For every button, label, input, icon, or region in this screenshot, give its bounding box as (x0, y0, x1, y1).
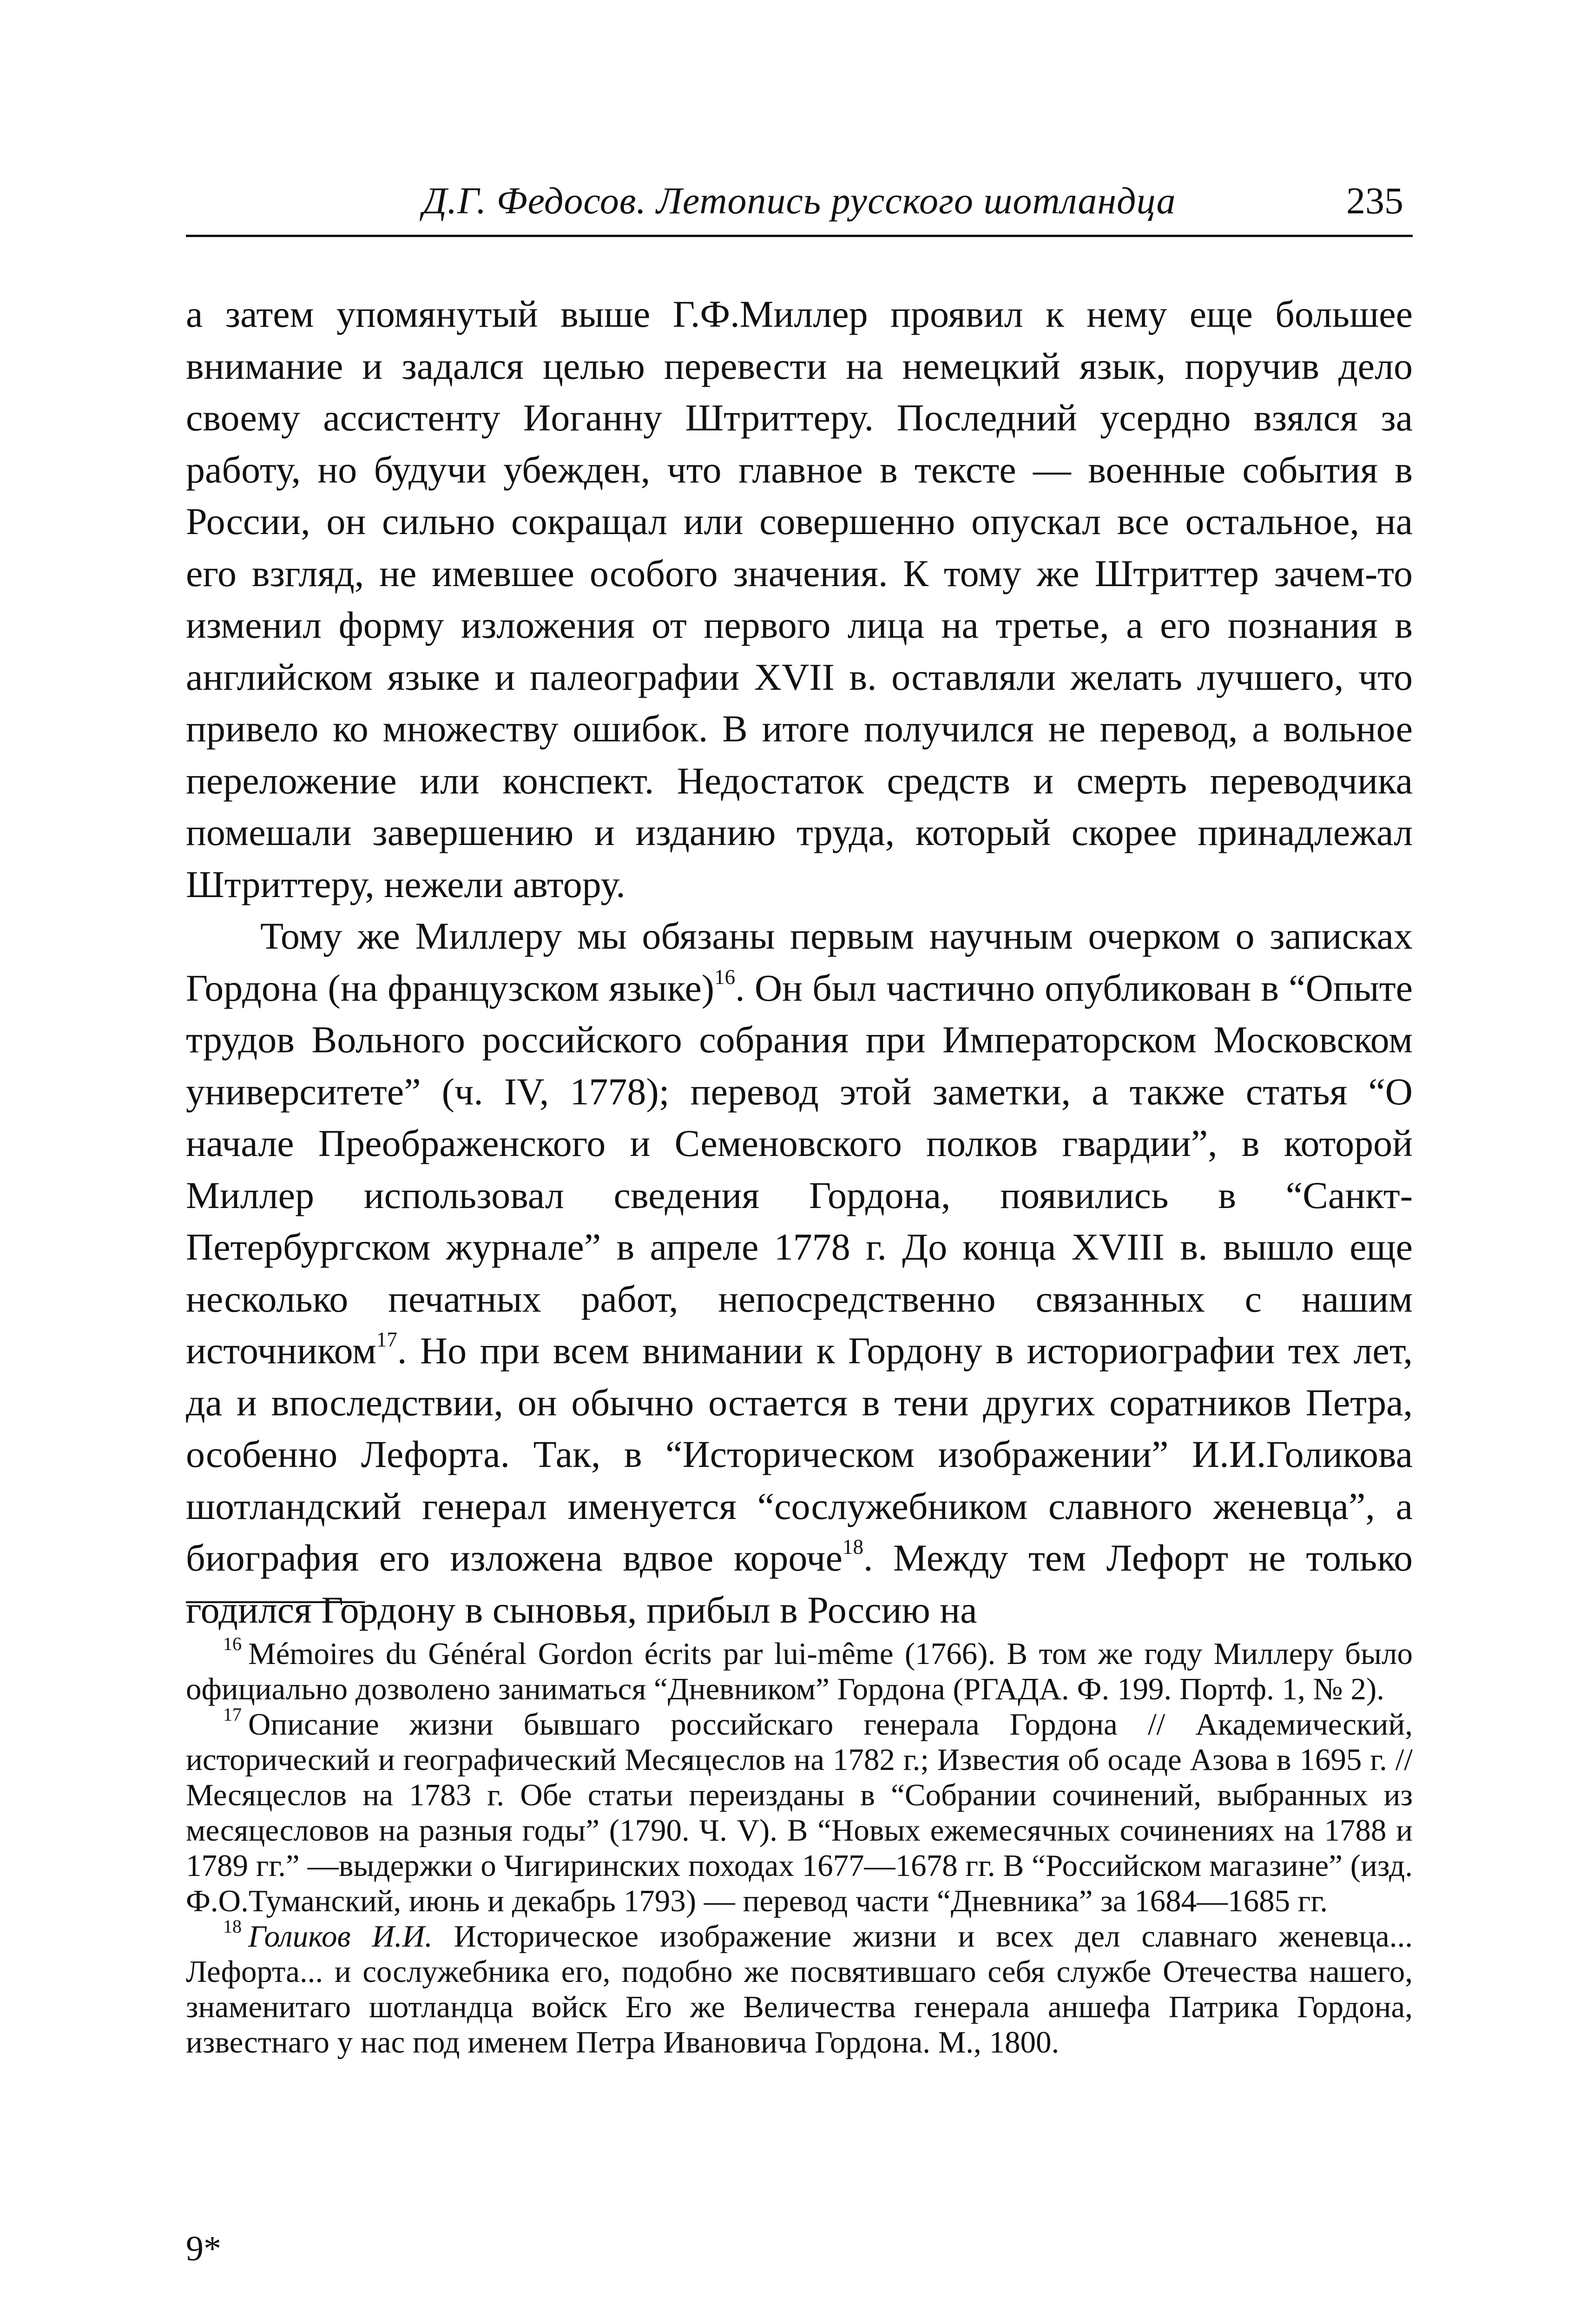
footnote-ref-17[interactable]: 17 (376, 1328, 397, 1351)
footnote-ref-16[interactable]: 16 (714, 965, 736, 989)
footnote-number: 16 (223, 1633, 242, 1654)
paragraph-1: а затем упомянутый выше Г.Ф.Миллер проявил к нему еще большее внимание и задался целью перевести на немецкий язык, поручив дело своему ассистенту Иоганну Штриттеру. Последний усердно взялся за работу, но будучи убежден, что главное в тексте — военные события в России, он сильно сокращал или совершенно опускал все остальное, на его взгляд, не имевшее особого значения. К тому же Штриттер зачем-то изменил форму изложения от первого лица на третье, а его познания в английском языке и палеографии XVII в. оставляли желать лучшего, что привело ко множеству ошибок. В итоге получился не перевод, а вольное переложение или конспект. Недостаток средств и смерть переводчика помешали завершению и изданию труда, который скорее принадлежал Штриттеру, нежели автору. (186, 293, 1413, 905)
paragraph-2-part-4: . Между тем Лефорт не только годился Гордону в сыновья, прибыл в Россию на (186, 1537, 1413, 1631)
page-header (186, 179, 1413, 244)
footnote-17 (186, 1704, 1413, 1919)
paragraph-2-part-1: Тому же Миллеру мы обязаны первым научным очерком о записках Гордона (на французском языке) (186, 915, 1413, 1009)
footnote-text: Историческое изображение жизни и всех дел славнаго женевца... Лефорта... и сослужебника его, подобно же посвятившаго себя службе Отечества нашего, знаменитаго шотландца войск Его же Величества генерала аншефа Патрика Гордона, известнаго у нас под именем Петра Ивановича Гордона. М., 1800. (186, 1919, 1413, 2060)
footnote-text: Mémoires du Général Gordon écrits par lui-même (1766). В том же году Миллеру было официально дозволено заниматься “Дневником” Гордона (РГАДА. Ф. 199. Портф. 1, № 2). (186, 1637, 1413, 1706)
footnote-number: 17 (223, 1704, 242, 1725)
footnote-18 (186, 1916, 1413, 2060)
main-text (186, 288, 1413, 1636)
paragraph-2-part-2: . Он был частично опубликован в “Опыте трудов Вольного российского собрания при Императорском Московском университете” (ч. IV, 1778); перевод этой заметки, а также статья “О начале Преображенского и Семеновского полков гвардии”, в которой Миллер использовал сведения Гордона, появились в “Санкт-Петербургском журнале” в апреле 1778 г. До конца XVIII в. вышло еще несколько печатных работ, непосредственно связанных с нашим источником (186, 966, 1413, 1372)
printer-signature: 9* (186, 2229, 221, 2268)
running-title: Д.Г. Федосов. Летопись русского шотландца (422, 179, 1176, 222)
paragraph-2 (186, 910, 1413, 1636)
page-number: 235 (1346, 179, 1403, 222)
footnote-16 (186, 1633, 1413, 1707)
paragraph-2-part-3: . Но при всем внимании к Гордону в историографии тех лет, да и впоследствии, он обычно остается в тени других соратников Петра, особенно Лефорта. Так, в “Историческом изображении” И.И.Голикова шотландский генерал именуется “сослужебником славного женевца”, а биография его изложена вдвое короче (186, 1329, 1413, 1579)
footnote-ref-18[interactable]: 18 (842, 1535, 863, 1558)
header-rule (186, 235, 1413, 237)
footnote-text: Описание жизни бывшаго российскаго генерала Гордона // Академический, исторический и географический Месяцеслов на 1782 г.; Известия об осаде Азова в 1695 г. // Месяцеслов на 1783 г. Обе статьи переизданы в “Собрании сочинений, выбранных из месяцесловов на разныя годы” (1790. Ч. V). В “Новых ежемесячных сочинениях на 1788 и 1789 гг.” —выдержки о Чигиринских походах 1677—1678 гг. В “Российском магазине” (изд. Ф.О.Туманский, июнь и декабрь 1793) — перевод части “Дневника” за 1684—1685 гг. (186, 1707, 1413, 1918)
footnote-author: Голиков И.И. (248, 1919, 433, 1954)
footnote-number: 18 (223, 1916, 242, 1937)
footnotes (186, 1633, 1413, 2060)
footnote-separator (186, 1601, 365, 1603)
